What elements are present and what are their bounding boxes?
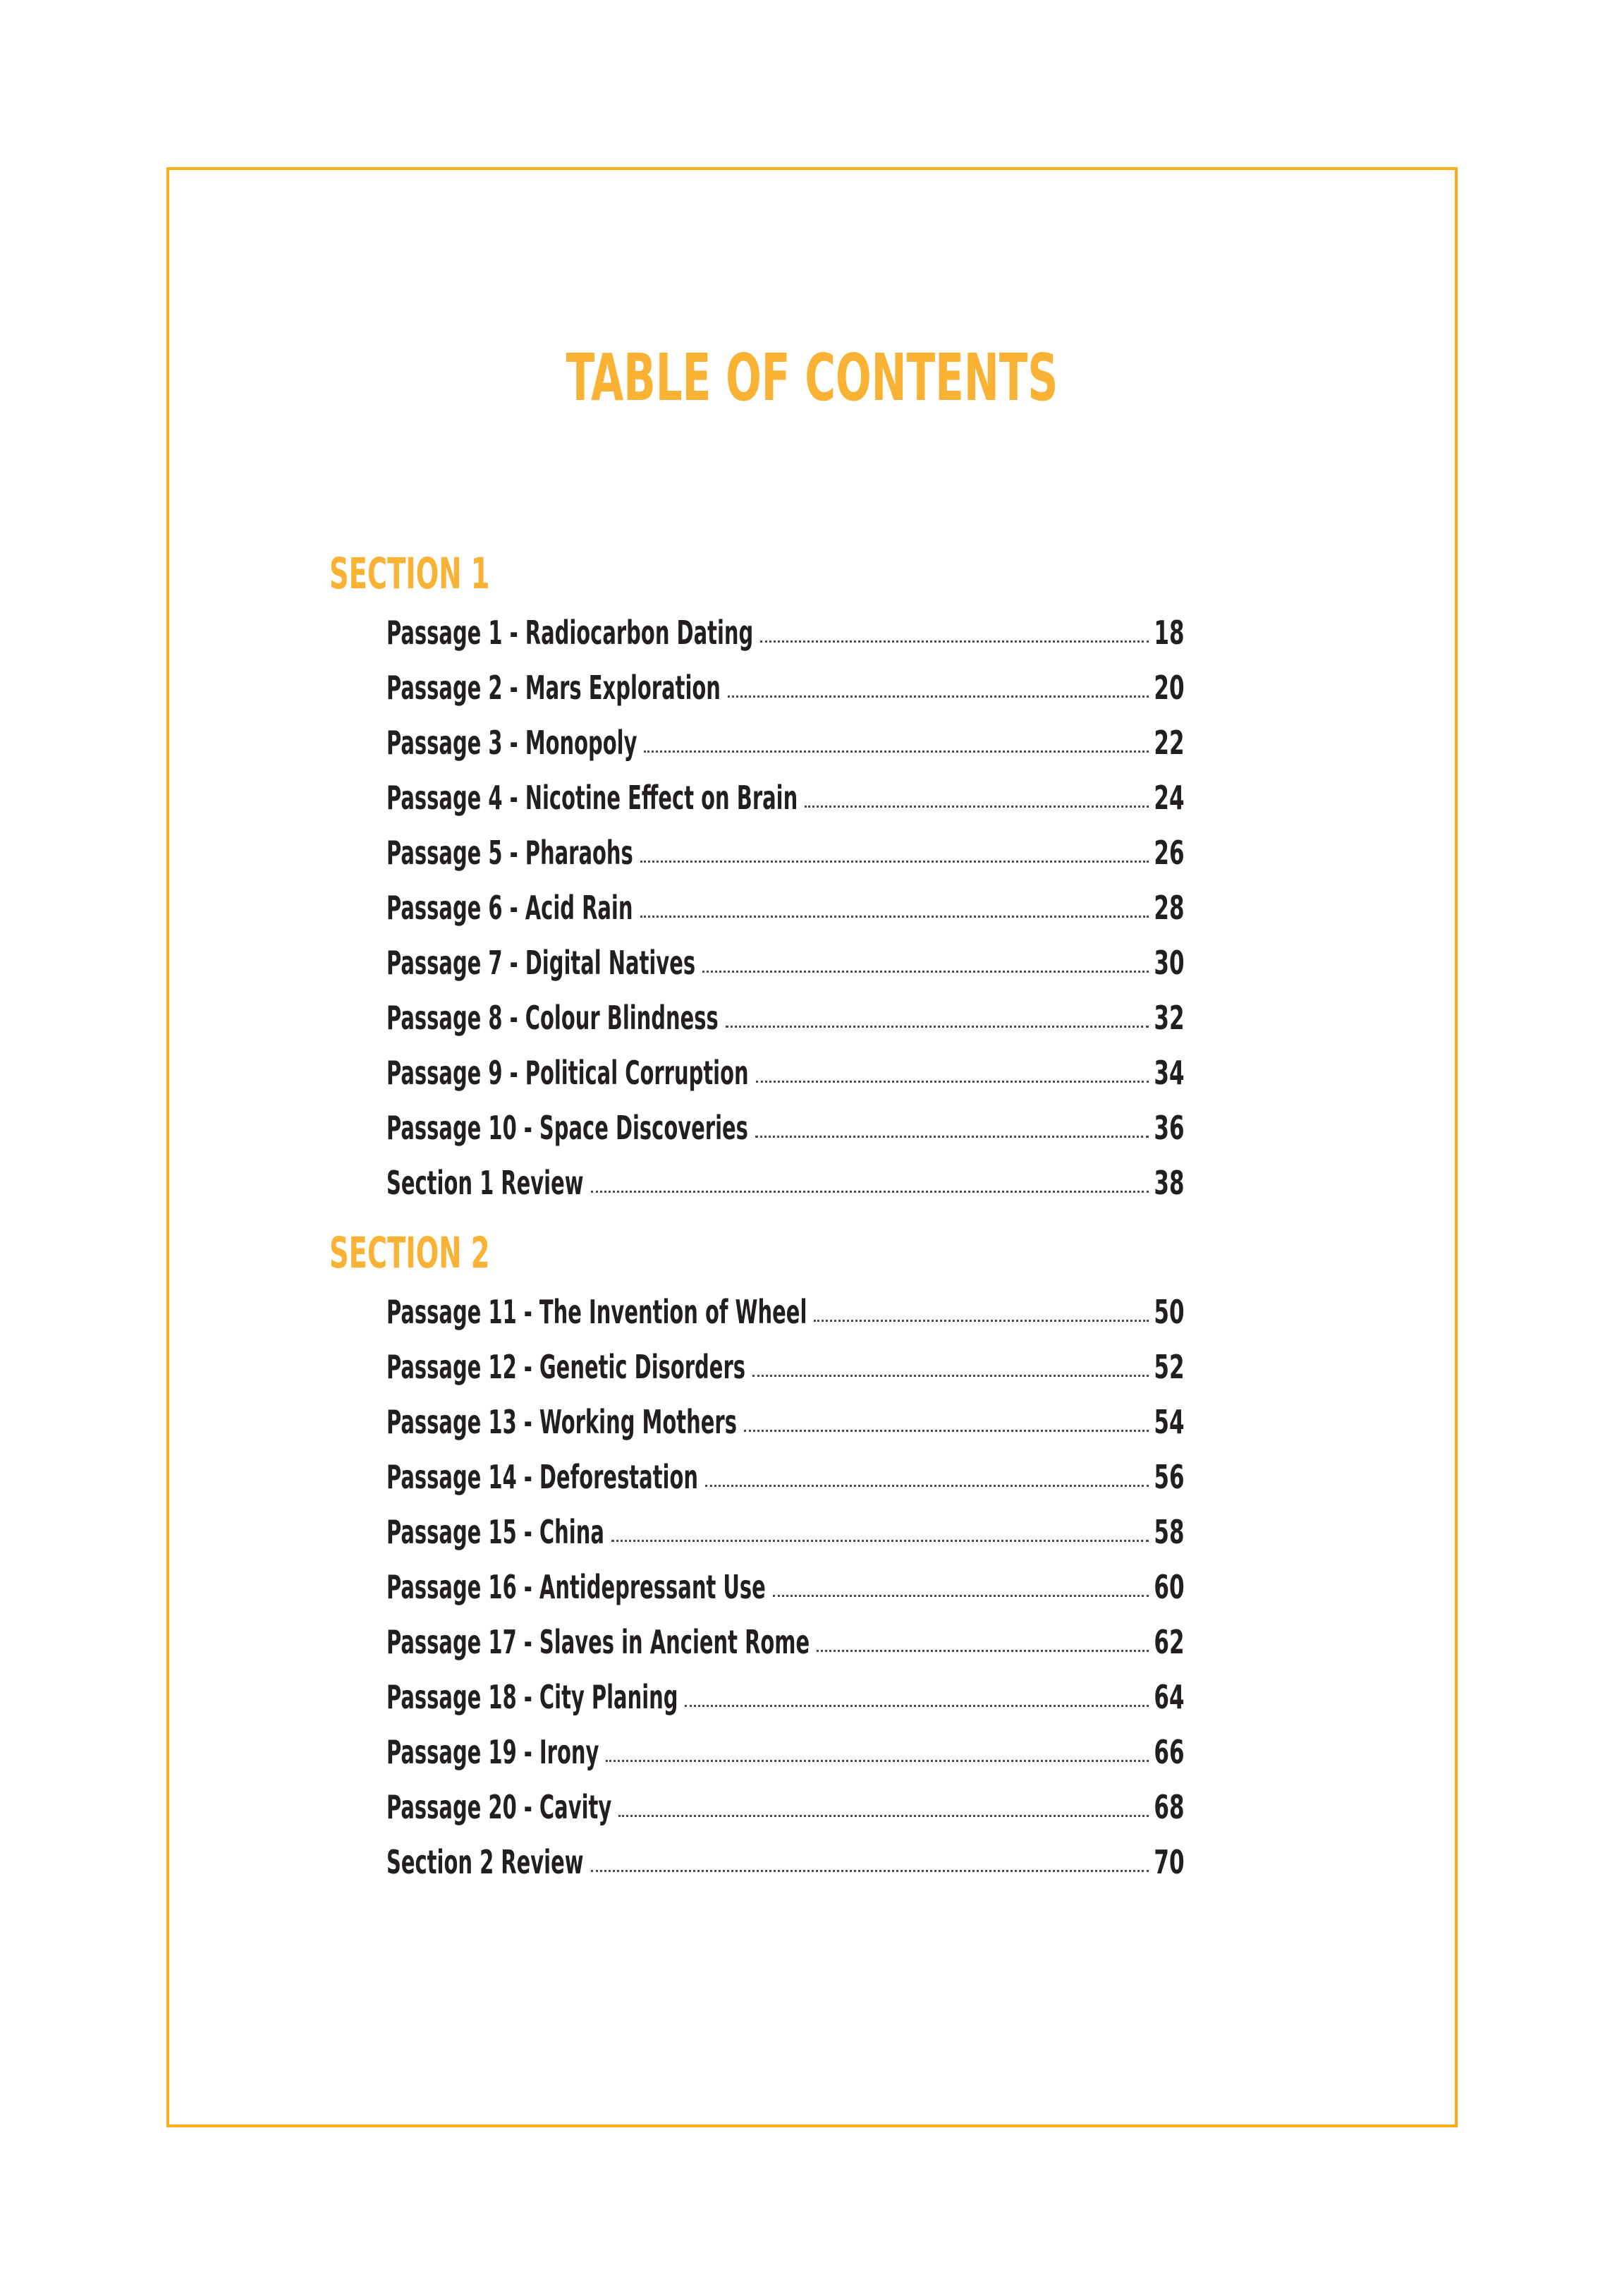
entry-page-number: 54	[1154, 1403, 1185, 1441]
entry-label: Passage 9 - Political Corruption	[386, 1054, 749, 1092]
section-heading	[329, 1228, 1185, 1278]
entry-label: Passage 7 - Digital Natives	[386, 944, 696, 982]
dot-leader	[728, 695, 1149, 698]
section-heading-text: SECTION 1	[329, 549, 490, 599]
toc-entry	[386, 1497, 1185, 1552]
entry-label: Passage 13 - Working Mothers	[386, 1403, 737, 1441]
entry-label: Passage 4 - Nicotine Effect on Brain	[386, 779, 798, 817]
toc-entry	[386, 598, 1185, 653]
toc-sections	[329, 549, 1185, 1883]
entry-label: Passage 18 - City Planing	[386, 1678, 678, 1716]
entry-label: Passage 15 - China	[386, 1513, 604, 1551]
section-heading-text: SECTION 2	[329, 1228, 490, 1278]
section-heading	[329, 549, 1185, 599]
entry-page-number: 50	[1154, 1293, 1185, 1331]
dot-leader	[591, 1870, 1149, 1872]
dot-leader	[606, 1760, 1149, 1762]
entry-label: Passage 8 - Colour Blindness	[386, 999, 719, 1037]
entry-label: Passage 12 - Genetic Disorders	[386, 1348, 745, 1386]
entry-page-number: 32	[1154, 999, 1185, 1037]
entry-page-number: 68	[1154, 1788, 1185, 1826]
entry-label: Passage 11 - The Invention of Wheel	[386, 1293, 807, 1331]
page-title-text: TABLE OF CONTENTS	[566, 340, 1058, 415]
entry-page-number: 24	[1154, 779, 1185, 817]
entry-page-number: 38	[1154, 1164, 1185, 1202]
entry-label: Passage 3 - Monopoly	[386, 724, 637, 762]
toc-entry	[386, 1038, 1185, 1093]
entry-label: Passage 1 - Radiocarbon Dating	[386, 614, 754, 652]
toc-entry	[386, 818, 1185, 873]
entry-label: Section 1 Review	[386, 1164, 584, 1202]
entry-page-number: 64	[1154, 1678, 1185, 1716]
dot-leader	[744, 1430, 1149, 1432]
entry-label: Section 2 Review	[386, 1843, 584, 1881]
entry-label: Passage 5 - Pharaohs	[386, 834, 633, 872]
toc-section	[329, 549, 1185, 1203]
dot-leader	[618, 1815, 1149, 1817]
toc-entry	[386, 1608, 1185, 1663]
toc-entry	[386, 1718, 1185, 1773]
page-title	[0, 340, 1624, 415]
entry-page-number: 20	[1154, 669, 1185, 707]
toc-entry	[386, 928, 1185, 983]
toc-entry	[386, 1828, 1185, 1883]
dot-leader	[644, 750, 1148, 753]
dot-leader	[817, 1650, 1149, 1652]
entry-list	[386, 1277, 1185, 1883]
entry-label: Passage 6 - Acid Rain	[386, 889, 633, 927]
entry-page-number: 56	[1154, 1458, 1185, 1496]
toc-entry	[386, 873, 1185, 928]
entry-list	[386, 598, 1185, 1203]
dot-leader	[640, 861, 1149, 863]
dot-leader	[685, 1705, 1148, 1707]
entry-label: Passage 17 - Slaves in Ancient Rome	[386, 1623, 810, 1661]
entry-page-number: 62	[1154, 1623, 1185, 1661]
toc-entry	[386, 1387, 1185, 1442]
entry-page-number: 22	[1154, 724, 1185, 762]
entry-page-number: 28	[1154, 889, 1185, 927]
entry-page-number: 18	[1154, 614, 1185, 652]
entry-page-number: 26	[1154, 834, 1185, 872]
toc-entry	[386, 1773, 1185, 1828]
dot-leader	[640, 916, 1149, 918]
dot-leader	[611, 1540, 1149, 1542]
toc-entry	[386, 1552, 1185, 1608]
toc-entry	[386, 763, 1185, 818]
dot-leader	[591, 1191, 1149, 1193]
entry-page-number: 52	[1154, 1348, 1185, 1386]
toc-entry	[386, 1442, 1185, 1497]
dot-leader	[752, 1375, 1149, 1377]
toc-entry	[386, 1277, 1185, 1332]
dot-leader	[814, 1320, 1149, 1322]
entry-page-number: 30	[1154, 944, 1185, 982]
entry-page-number: 36	[1154, 1109, 1185, 1147]
dot-leader	[756, 1081, 1149, 1083]
entry-page-number: 66	[1154, 1733, 1185, 1771]
toc-entry	[386, 708, 1185, 763]
entry-page-number: 60	[1154, 1568, 1185, 1606]
toc-entry	[386, 1093, 1185, 1148]
entry-page-number: 34	[1154, 1054, 1185, 1092]
entry-label: Passage 14 - Deforestation	[386, 1458, 699, 1496]
dot-leader	[805, 806, 1149, 808]
toc-entry	[386, 1148, 1185, 1203]
dot-leader	[773, 1595, 1149, 1597]
entry-label: Passage 19 - Irony	[386, 1733, 599, 1771]
toc-section	[329, 1228, 1185, 1883]
entry-label: Passage 10 - Space Discoveries	[386, 1109, 748, 1147]
dot-leader	[755, 1136, 1149, 1138]
dot-leader	[702, 971, 1149, 973]
dot-leader	[760, 640, 1149, 643]
dot-leader	[726, 1026, 1149, 1028]
toc-entry	[386, 653, 1185, 708]
entry-label: Passage 20 - Cavity	[386, 1788, 612, 1826]
dot-leader	[705, 1485, 1149, 1487]
toc-entry	[386, 983, 1185, 1038]
entry-page-number: 58	[1154, 1513, 1185, 1551]
toc-entry	[386, 1332, 1185, 1387]
toc-entry	[386, 1663, 1185, 1718]
entry-page-number: 70	[1154, 1843, 1185, 1881]
entry-label: Passage 2 - Mars Exploration	[386, 669, 721, 707]
entry-label: Passage 16 - Antidepressant Use	[386, 1568, 766, 1606]
